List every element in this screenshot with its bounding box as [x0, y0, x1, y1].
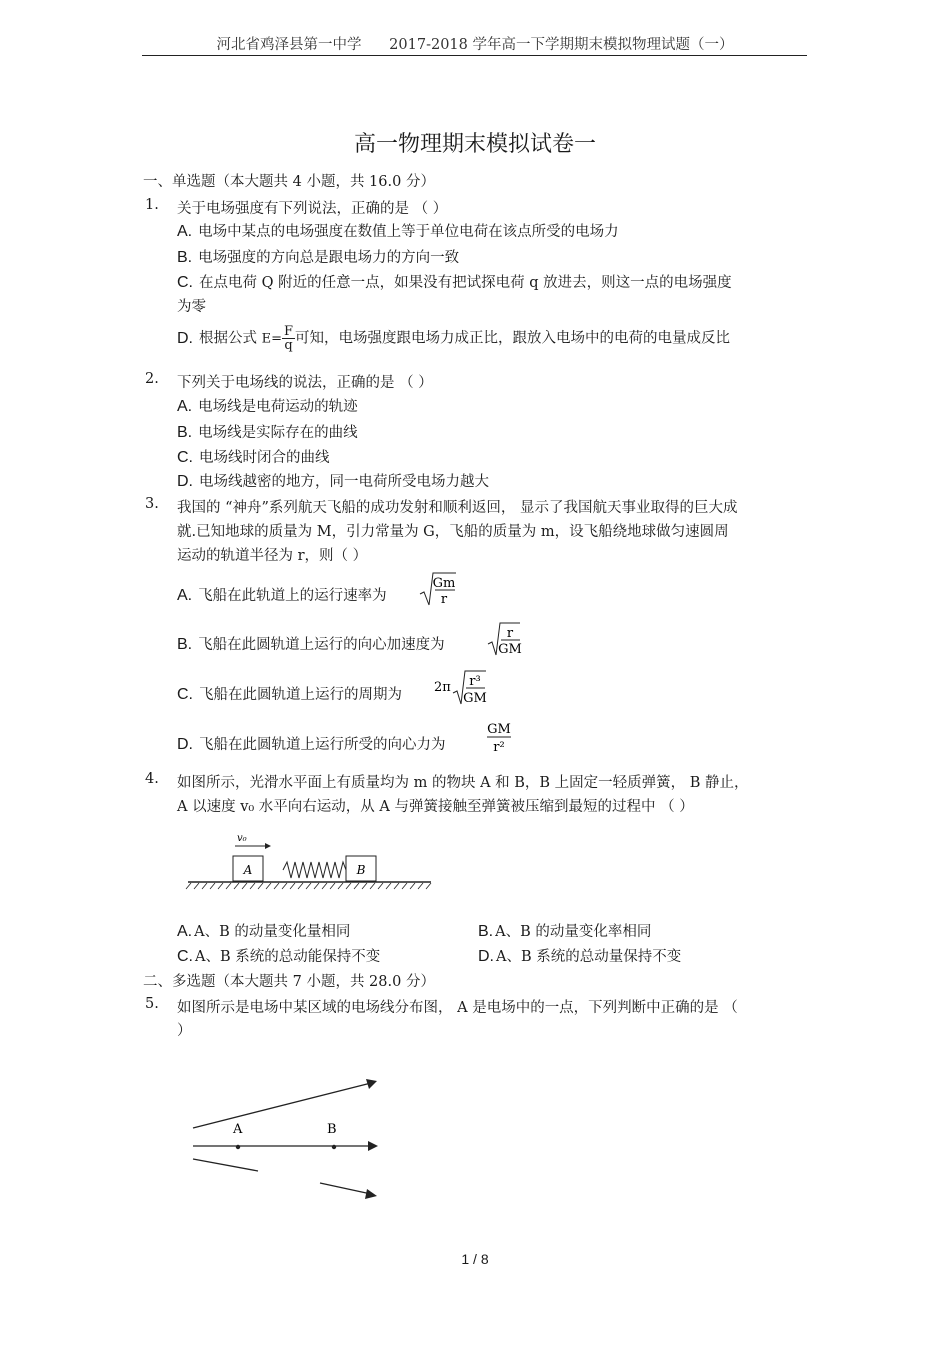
section-multiple-choice: 二、多选题（本大题共 7 小题，共 28.0 分） [143, 974, 435, 990]
q4-option-a [177, 920, 350, 941]
sqrt-gm-over-r [418, 570, 458, 608]
option-label: D. [478, 948, 494, 965]
option-text: 根据公式 [199, 330, 257, 347]
point-a [236, 1145, 240, 1149]
q2-option-b [177, 421, 358, 442]
fraction-numerator: r³ [469, 674, 481, 689]
q4-option-d [478, 945, 681, 966]
fraction-numerator: F [284, 324, 294, 339]
q4-stem-line1: 如图所示，光滑水平面上有质量均为 m 的物块 A 和 B，B 上固定一轻质弹簧， B 静止， [177, 775, 749, 791]
option-text-cont: 可知，电场强度跟电场力成正比，跟放入电场中的电荷的电量成反比 [295, 330, 731, 347]
formula-lhs: E= [261, 331, 282, 347]
option-label: A. [177, 923, 193, 940]
option-text: 在点电荷 Q 附近的任意一点，如果没有把试探电荷 q 放进去，则这一点的电场强度 [199, 275, 732, 291]
option-text: 电场线越密的地方，同一电荷所受电场力越大 [199, 474, 489, 490]
q4-number: 4. [145, 771, 159, 787]
velocity-label: v₀ [237, 833, 247, 844]
q1-option-c-cont: 为零 [177, 299, 206, 315]
option-label: D. [177, 329, 193, 347]
q3-number: 3. [145, 496, 159, 512]
q3-option-d [177, 733, 446, 754]
option-label: A. [177, 223, 193, 240]
option-text: 电场线时闭合的曲线 [199, 450, 330, 466]
q2-option-d [177, 470, 489, 491]
header-school: 河北省鸡泽县第一中学 [216, 37, 362, 53]
two-pi-sqrt-r3-over-gm [432, 667, 492, 707]
fraction-numerator: GM [487, 722, 511, 737]
point-a-label: A [233, 1122, 243, 1137]
q3-option-b [177, 633, 445, 654]
option-label: D. [177, 473, 193, 490]
option-label: B. [177, 636, 193, 653]
point-b-label: B [327, 1122, 337, 1137]
q1-option-d [177, 325, 730, 352]
formula-fraction [282, 325, 295, 352]
option-text: 飞船在此圆轨道上运行所受的向心力为 [199, 737, 446, 753]
q1-option-c [177, 271, 732, 292]
q1-option-a [177, 220, 619, 241]
option-label: A. [177, 587, 193, 604]
q2-option-a [177, 395, 358, 416]
two-pi: 2π [434, 680, 451, 695]
field-line-middle [193, 1141, 378, 1151]
block-a-label: A [243, 863, 253, 877]
option-text: A、B 系统的总动能保持不变 [195, 949, 381, 965]
option-label: B. [478, 923, 494, 940]
fraction-numerator: Gm [432, 576, 456, 591]
page-header [0, 33, 950, 54]
fraction-denominator: r [440, 592, 448, 607]
fraction-denominator: GM [463, 691, 487, 706]
option-label: C. [177, 274, 193, 291]
fraction-denominator: q [284, 338, 293, 353]
q2-number: 2. [145, 371, 159, 387]
option-text: 电场线是实际存在的曲线 [198, 425, 358, 441]
gm-over-r2 [484, 718, 516, 756]
q2-option-c [177, 446, 330, 467]
option-text: 飞船在此轨道上的运行速率为 [198, 588, 387, 604]
header-title: 2017-2018 学年高一下学期期末模拟物理试题（一） [389, 37, 734, 53]
q3-option-c [177, 683, 402, 704]
option-text: A、B 的动量变化量相同 [194, 924, 351, 940]
fraction-denominator: r² [493, 740, 505, 755]
q5-stem-line2: ） [177, 1023, 192, 1039]
option-label: C. [177, 948, 193, 965]
q4-stem-line2: A 以速度 v₀ 水平向右运动，从 A 与弹簧接触至弹簧被压缩到最短的过程中 （ ） [177, 799, 694, 815]
option-label: A. [177, 398, 193, 415]
field-line-bottom-left [193, 1159, 258, 1171]
electric-field-lines-diagram [185, 1070, 385, 1205]
q4-option-b [478, 920, 651, 941]
q3-stem-line2: 就.已知地球的质量为 M，引力常量为 G，飞船的质量为 m，设飞船绕地球做匀速圆周 [177, 524, 729, 540]
option-text: 飞船在此圆轨道上运行的周期为 [199, 687, 402, 703]
fraction-denominator: GM [498, 642, 522, 657]
option-text: 电场强度的方向总是跟电场力的方向一致 [198, 250, 460, 266]
q3-option-a [177, 584, 387, 605]
option-text: 飞船在此圆轨道上运行的向心加速度为 [198, 637, 445, 653]
option-label: B. [177, 424, 193, 441]
fraction-numerator: r [506, 626, 514, 641]
option-text: A、B 的动量变化率相同 [495, 924, 652, 940]
spring [283, 862, 346, 878]
option-text: 电场中某点的电场强度在数值上等于单位电荷在该点所受的电场力 [198, 224, 619, 240]
q5-number: 5. [145, 996, 159, 1012]
header-rule [142, 55, 807, 56]
section-single-choice: 一、单选题（本大题共 4 小题，共 16.0 分） [143, 174, 435, 190]
q1-option-b [177, 246, 459, 267]
q5-stem-line1: 如图所示是电场中某区域的电场线分布图， A 是电场中的一点，下列判断中正确的是 （ [177, 1000, 738, 1016]
field-line-bottom-right [320, 1183, 377, 1199]
option-text: A、B 系统的总动量保持不变 [496, 949, 682, 965]
q1-number: 1. [145, 197, 159, 213]
field-line-top [193, 1079, 377, 1128]
q1-stem: 关于电场强度有下列说法，正确的是 （ ） [177, 201, 448, 217]
sqrt-r-over-gm [486, 620, 522, 658]
option-label: C. [177, 686, 193, 703]
option-text: 电场线是电荷运动的轨迹 [198, 399, 358, 415]
q4-option-c [177, 945, 380, 966]
block-b-label: B [356, 863, 366, 877]
q3-stem-line1: 我国的 “神舟”系列航天飞船的成功发射和顺利返回， 显示了我国航天事业取得的巨大成 [177, 500, 738, 516]
page-number: 1 / 8 [461, 1251, 489, 1267]
option-label: B. [177, 249, 193, 266]
q3-stem-line3: 运动的轨道半径为 r，则（ ） [177, 548, 368, 564]
point-b [332, 1145, 336, 1149]
option-label: D. [177, 736, 193, 753]
ground-hatching [186, 883, 431, 889]
spring-blocks-diagram [185, 832, 435, 894]
option-label: C. [177, 449, 193, 466]
q2-stem: 下列关于电场线的说法，正确的是 （ ） [177, 375, 433, 391]
document-title: 高一物理期末模拟试卷一 [353, 132, 596, 157]
